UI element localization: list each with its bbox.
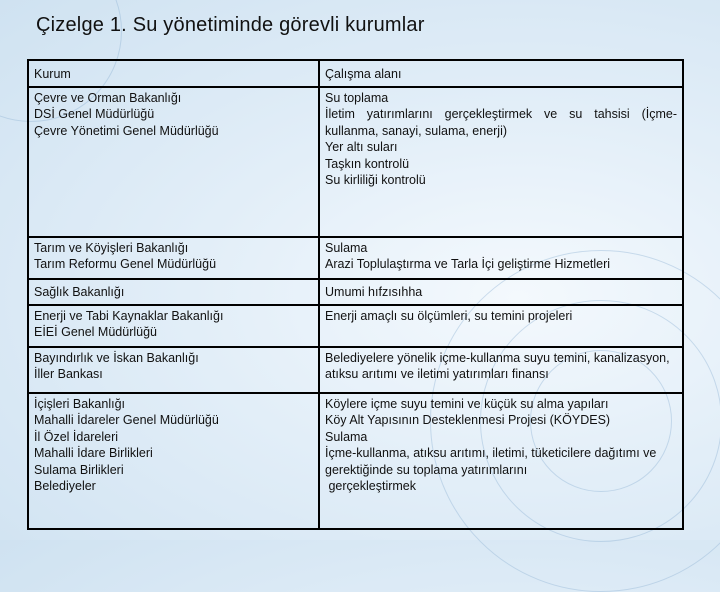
cell-kurum — [28, 347, 319, 393]
table-row — [28, 279, 683, 305]
kurum-line: Çevre ve Orman Bakanlığı — [34, 90, 182, 105]
cell-kurum — [28, 279, 319, 305]
alan-line: Köy Alt Yapısının Desteklenmesi Projesi (KÖYDES) — [325, 413, 611, 427]
table-header-row — [28, 60, 683, 87]
alan-line: Enerji amaçlı su ölçümleri, su temini projeleri — [325, 308, 573, 323]
header-kurum: Kurum — [28, 60, 319, 87]
page-title: Çizelge 1. Su yönetiminde görevli kurumlar — [36, 14, 425, 36]
alan-line: Yer altı suları — [325, 140, 398, 154]
kurum-line: İçişleri Bakanlığı — [34, 396, 126, 411]
kurum-line: Bayındırlık ve İskan Bakanlığı — [34, 350, 199, 365]
cell-kurum — [28, 393, 319, 529]
cell-calisma-alani — [319, 305, 683, 347]
table-row — [28, 305, 683, 347]
kurum-line: Mahalli İdareler Genel Müdürlüğü — [34, 413, 219, 427]
alan-line: İçme-kullanma, atıksu arıtımı, iletimi, tüketicilere dağıtımı ve gerektiğinde su toplama yatırımlarını — [325, 446, 657, 477]
alan-line: Taşkın kontrolü — [325, 156, 410, 171]
alan-line: Sulama — [325, 240, 368, 255]
cell-kurum — [28, 87, 319, 237]
cell-kurum — [28, 305, 319, 347]
kurum-line: Tarım Reformu Genel Müdürlüğü — [34, 257, 217, 271]
kurum-line: DSİ Genel Müdürlüğü — [34, 107, 155, 121]
kurum-line: Tarım ve Köyişleri Bakanlığı — [34, 240, 189, 255]
kurum-line: Sulama Birlikleri — [34, 462, 124, 477]
kurum-line: EİEİ Genel Müdürlüğü — [34, 325, 157, 339]
institutions-table — [27, 59, 684, 530]
table-row — [28, 237, 683, 279]
alan-line: Köylere içme suyu temini ve küçük su alma yapıları — [325, 396, 609, 411]
alan-line: Umumi hıfzısıhha — [325, 284, 423, 299]
cell-calisma-alani — [319, 87, 683, 237]
cell-calisma-alani — [319, 393, 683, 529]
kurum-line: Belediyeler — [34, 479, 96, 493]
table-row — [28, 347, 683, 393]
table-row — [28, 393, 683, 529]
alan-line: Su toplama — [325, 90, 389, 105]
alan-line: gerçekleştirmek — [325, 479, 416, 493]
kurum-line: İl Özel İdareleri — [34, 429, 119, 444]
table-row — [28, 87, 683, 237]
alan-line: İletim yatırımlarını gerçekleştirmek ve su tahsisi (İçme-kullanma, sanayi, sulama, enerji) — [325, 107, 677, 138]
kurum-line: Sağlık Bakanlığı — [34, 284, 125, 299]
cell-calisma-alani — [319, 347, 683, 393]
alan-line: Belediyelere yönelik içme-kullanma suyu temini, kanalizasyon, atıksu arıtımı ve iletimi yatırımları finansı — [325, 350, 670, 381]
cell-kurum — [28, 237, 319, 279]
header-calisma-alani: Çalışma alanı — [319, 60, 683, 87]
alan-line: Sulama — [325, 429, 368, 444]
kurum-line: Enerji ve Tabi Kaynaklar Bakanlığı — [34, 308, 224, 323]
kurum-line: İller Bankası — [34, 367, 103, 381]
cell-calisma-alani — [319, 279, 683, 305]
alan-line: Arazi Toplulaştırma ve Tarla İçi geliştirme Hizmetleri — [325, 257, 611, 271]
alan-line: Su kirliliği kontrolü — [325, 173, 426, 187]
cell-calisma-alani — [319, 237, 683, 279]
kurum-line: Çevre Yönetimi Genel Müdürlüğü — [34, 123, 219, 138]
kurum-line: Mahalli İdare Birlikleri — [34, 446, 153, 460]
